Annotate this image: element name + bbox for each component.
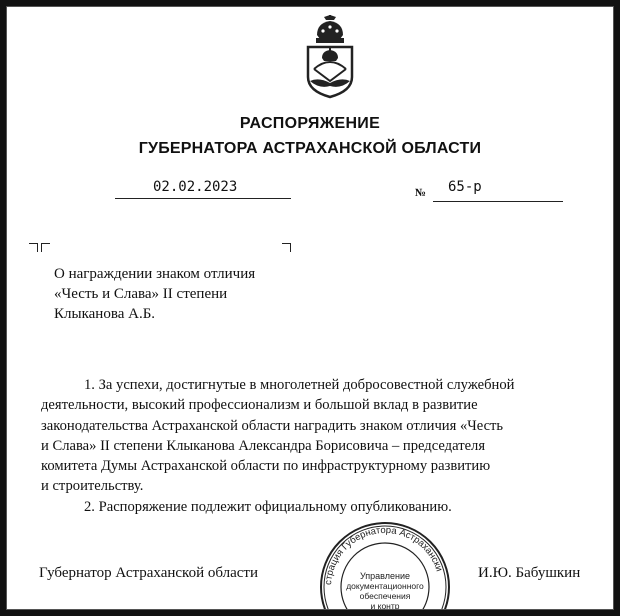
document-subtitle: ГУБЕРНАТОРА АСТРАХАНСКОЙ ОБЛАСТИ xyxy=(138,140,482,157)
subject-line: О награждении знаком отличия xyxy=(54,266,256,282)
body-line: 1. За успехи, достигнутые в многолетней добросовестной служебной xyxy=(84,377,515,393)
signatory-role: Губернатор Астраханской области xyxy=(39,565,259,581)
date-underline xyxy=(115,198,291,199)
subject-corner-mark xyxy=(282,243,291,252)
document-subject xyxy=(54,264,255,324)
subject-corner-mark xyxy=(41,243,50,252)
body-paragraph-2: 2. Распоряжение подлежит официальному опубликованию. xyxy=(84,498,452,515)
body-line: комитета Думы Астраханской области по инфраструктурному развитию xyxy=(41,458,491,475)
document-number: 65-р xyxy=(448,179,482,195)
document-sheet xyxy=(6,6,614,610)
body-line: и Слава» II степени Клыканова Александра Борисовича – председателя xyxy=(41,437,486,454)
seal-inner-line: и контр xyxy=(370,601,400,611)
signatory-name: И.Ю. Бабушкин xyxy=(478,565,581,581)
official-seal-stamp xyxy=(317,519,453,610)
number-underline xyxy=(433,201,563,202)
number-label: № xyxy=(415,187,427,199)
body-line: деятельности, высокий профессионализм и большой вклад в развитие xyxy=(41,397,478,414)
document-body xyxy=(41,375,589,517)
seal-inner-line: Управление xyxy=(359,571,411,581)
document-date: 02.02.2023 xyxy=(153,179,238,195)
body-line: и строительству. xyxy=(41,478,144,495)
body-line: законодательства Астраханской области наградить знаком отличия «Честь xyxy=(41,417,504,434)
document-title: РАСПОРЯЖЕНИЕ xyxy=(239,115,381,132)
coat-of-arms-icon xyxy=(305,15,355,99)
seal-inner-line: документационного xyxy=(346,581,424,591)
subject-corner-mark xyxy=(29,243,38,252)
subject-line: Клыканова А.Б. xyxy=(54,306,156,322)
subject-line: «Честь и Слава» II степени xyxy=(54,286,228,302)
seal-ring-text: страция Губернатора Астрахански xyxy=(323,524,445,586)
seal-inner-line: обеспечения xyxy=(359,591,411,601)
